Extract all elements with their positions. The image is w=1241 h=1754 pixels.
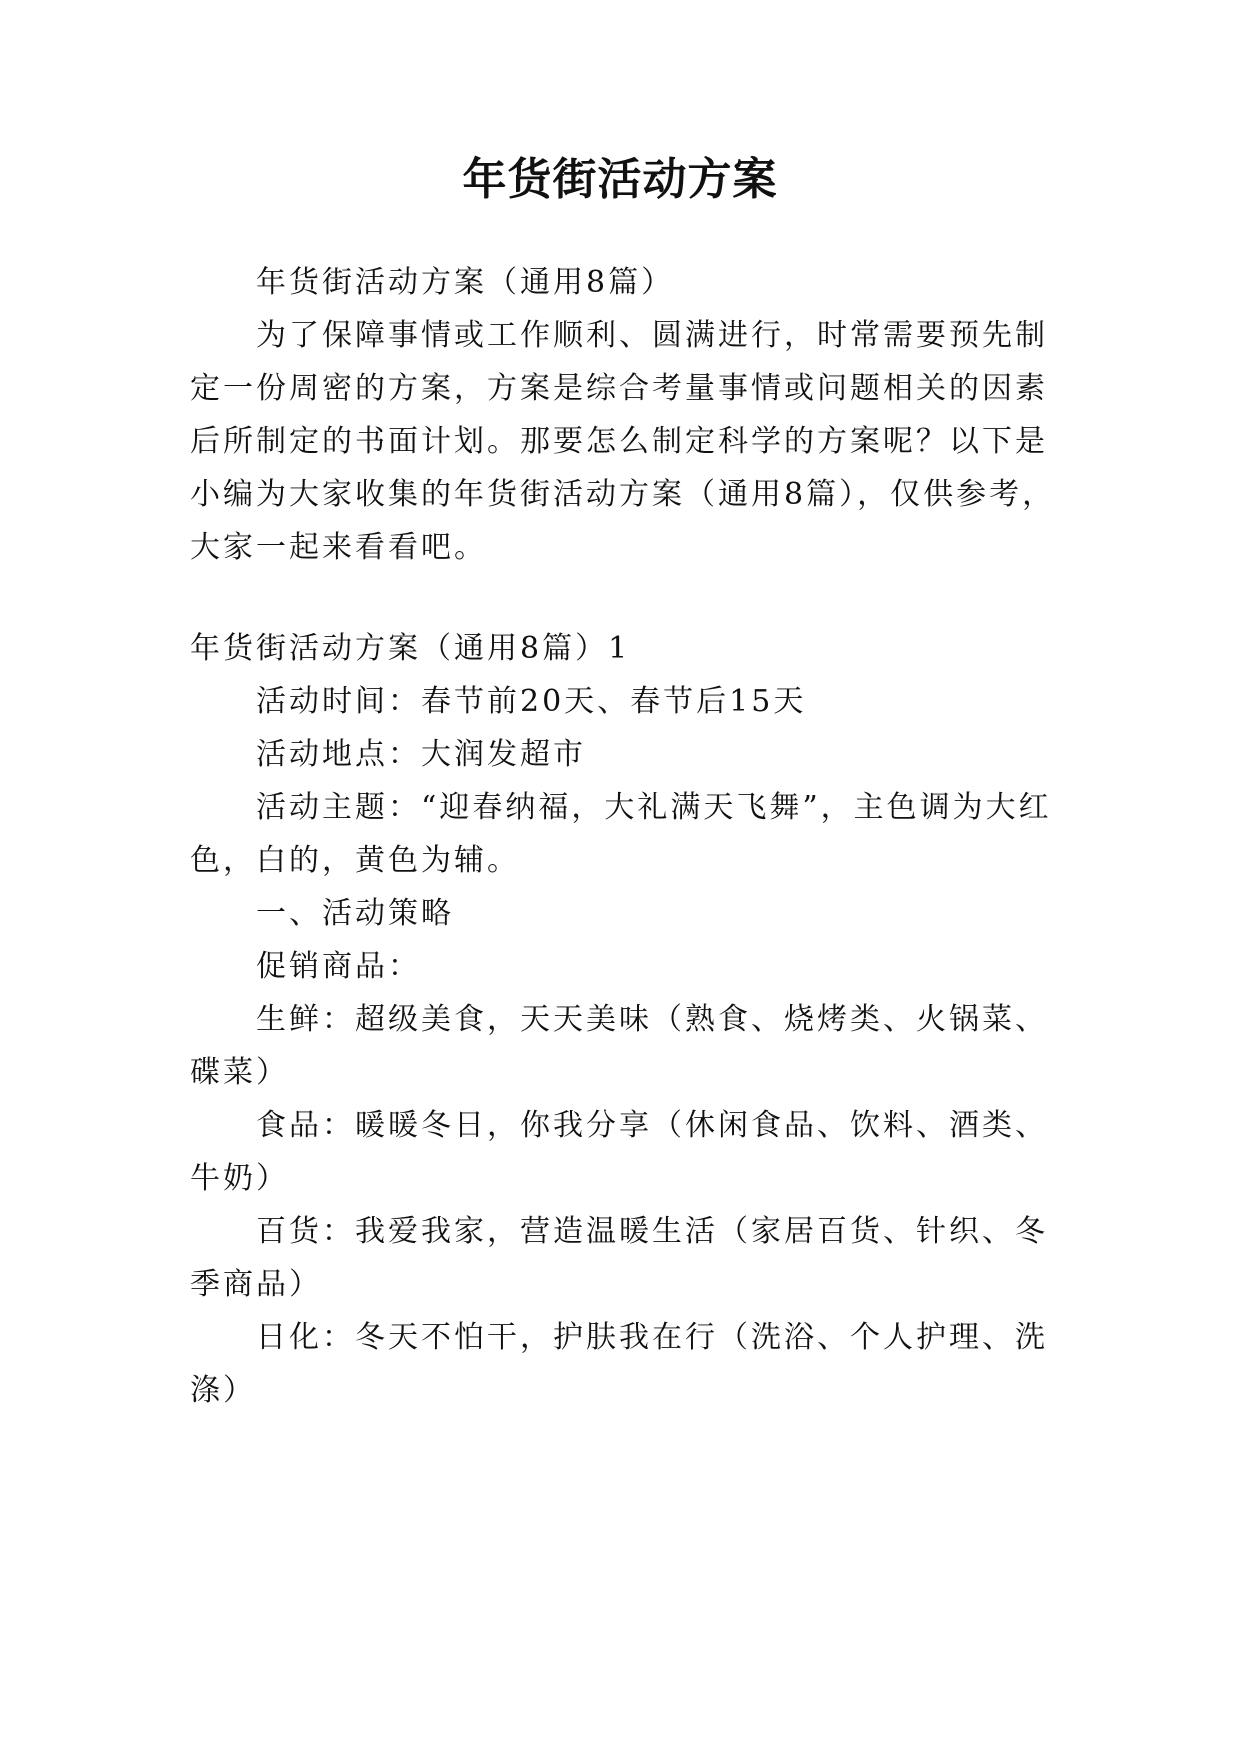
food-line-1: 食品：暖暖冬日，你我分享（休闲食品、饮料、酒类、 [256,1108,1048,1143]
strategy-heading: 一、活动策略 [256,896,454,931]
daily-chem-line-1: 日化：冬天不怕干，护肤我在行（洗浴、个人护理、洗 [256,1320,1048,1355]
activity-location: 活动地点：大润发超市 [256,737,586,772]
intro-line-4: 小编为大家收集的年货街活动方案（通用8篇），仅供参考， [190,477,1056,512]
intro-line-3: 后所制定的书面计划。那要怎么制定科学的方案呢？以下是 [190,424,1048,459]
activity-theme-1: 活动主题：“迎春纳福，大礼满天飞舞”，主色调为大红 [256,790,1052,825]
section-heading: 年货街活动方案（通用8篇）1 [190,631,631,666]
intro-line-5: 大家一起来看看吧。 [190,530,487,565]
activity-time: 活动时间：春节前20天、春节后15天 [256,684,807,719]
fresh-line-2: 碟菜） [190,1055,289,1090]
intro-line-2: 定一份周密的方案，方案是综合考量事情或问题相关的因素 [190,371,1048,406]
subtitle-line: 年货街活动方案（通用8篇） [256,265,675,300]
daily-chem-line-2: 涤） [190,1373,256,1408]
general-goods-line-2: 季商品） [190,1267,322,1302]
promo-heading: 促销商品： [256,949,421,984]
food-line-2: 牛奶） [190,1161,289,1196]
fresh-line-1: 生鲜：超级美食，天天美味（熟食、烧烤类、火锅菜、 [256,1002,1048,1037]
general-goods-line-1: 百货：我爱我家，营造温暖生活（家居百货、针织、冬 [256,1214,1048,1249]
activity-theme-2: 色，白的，黄色为辅。 [190,843,520,878]
intro-line-1: 为了保障事情或工作顺利、圆满进行，时常需要预先制 [256,318,1048,353]
document-title: 年货街活动方案 [462,154,778,205]
